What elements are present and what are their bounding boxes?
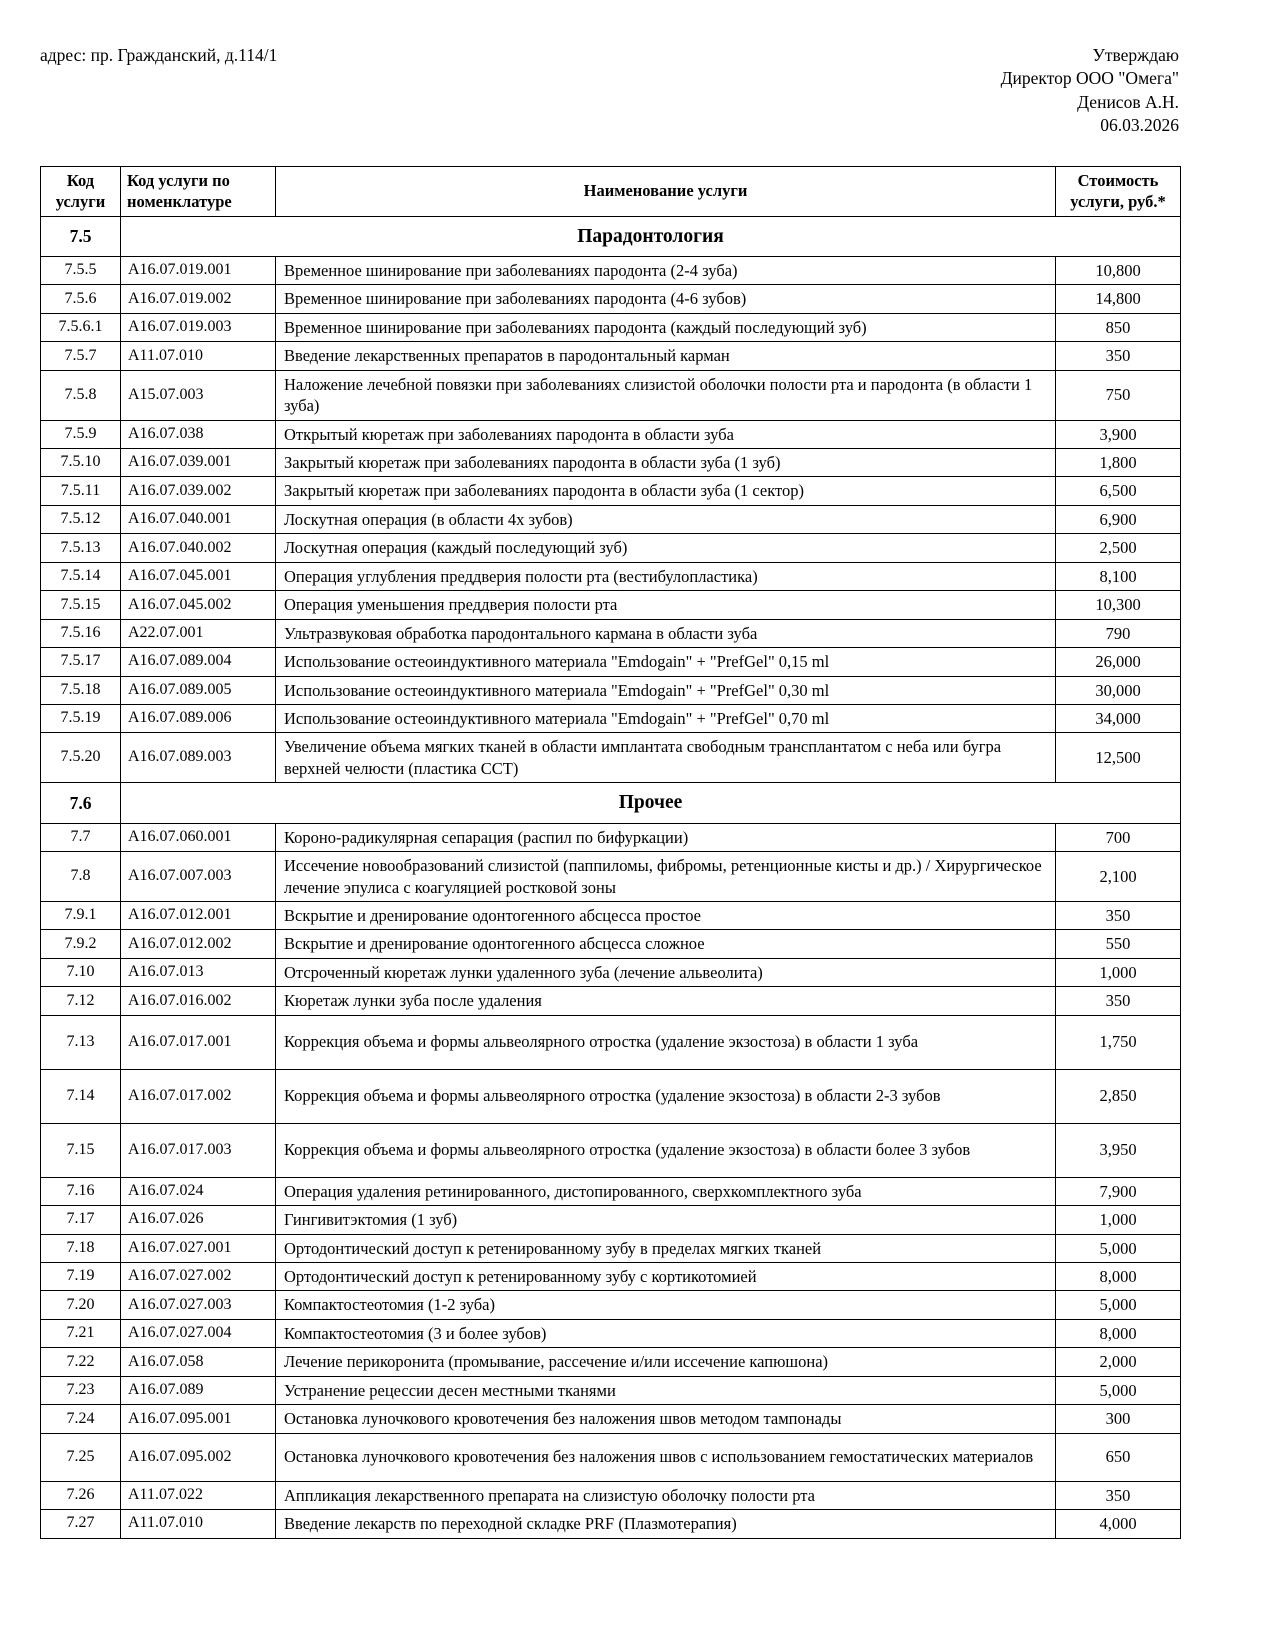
nomenclature-code: A16.07.095.002 bbox=[121, 1433, 276, 1481]
service-name: Ультразвуковая обработка пародонтального кармана в области зуба bbox=[276, 619, 1056, 647]
service-code: 7.5.16 bbox=[41, 619, 121, 647]
service-code: 7.5.13 bbox=[41, 534, 121, 562]
approval-date: 06.03.2026 bbox=[1100, 115, 1179, 136]
table-row bbox=[41, 823, 1181, 851]
nomenclature-code: A16.07.095.001 bbox=[121, 1405, 276, 1433]
service-code: 7.14 bbox=[41, 1069, 121, 1123]
service-name: Ортодонтический доступ к ретенированному зубу с кортикотомией bbox=[276, 1263, 1056, 1291]
nomenclature-code: A16.07.017.003 bbox=[121, 1123, 276, 1177]
service-name: Компактостеотомия (1-2 зуба) bbox=[276, 1291, 1056, 1319]
table-header-row bbox=[41, 166, 1181, 216]
service-name: Лечение перикоронита (промывание, рассечение и/или иссечение капюшона) bbox=[276, 1348, 1056, 1376]
service-code: 7.16 bbox=[41, 1177, 121, 1205]
service-price: 3,900 bbox=[1056, 420, 1181, 448]
service-price: 750 bbox=[1056, 370, 1181, 420]
service-price: 30,000 bbox=[1056, 676, 1181, 704]
table-row bbox=[41, 648, 1181, 676]
service-name: Наложение лечебной повязки при заболеваниях слизистой оболочки полости рта и пародонта (в области 1 зуба) bbox=[276, 370, 1056, 420]
service-price: 350 bbox=[1056, 901, 1181, 929]
service-price: 26,000 bbox=[1056, 648, 1181, 676]
service-code: 7.5.6 bbox=[41, 285, 121, 313]
column-header-nomenclature bbox=[121, 166, 276, 216]
service-price: 2,850 bbox=[1056, 1069, 1181, 1123]
service-name: Короно-радикулярная сепарация (распил по бифуркации) bbox=[276, 823, 1056, 851]
service-code: 7.20 bbox=[41, 1291, 121, 1319]
service-name: Операция удаления ретинированного, дистопированного, сверхкомплектного зуба bbox=[276, 1177, 1056, 1205]
column-header-nomenclature-line2: номенклатуре bbox=[127, 192, 232, 212]
nomenclature-code: A16.07.089.006 bbox=[121, 704, 276, 732]
service-price: 1,000 bbox=[1056, 1206, 1181, 1234]
service-price: 6,900 bbox=[1056, 505, 1181, 533]
column-header-code bbox=[41, 166, 121, 216]
table-row bbox=[41, 313, 1181, 341]
service-code: 7.19 bbox=[41, 1263, 121, 1291]
table-row bbox=[41, 901, 1181, 929]
nomenclature-code: A16.07.089.003 bbox=[121, 733, 276, 783]
nomenclature-code: A16.07.040.002 bbox=[121, 534, 276, 562]
service-code: 7.5.15 bbox=[41, 591, 121, 619]
service-price: 7,900 bbox=[1056, 1177, 1181, 1205]
service-price: 300 bbox=[1056, 1405, 1181, 1433]
service-code: 7.5.5 bbox=[41, 256, 121, 284]
table-row bbox=[41, 342, 1181, 370]
service-price: 34,000 bbox=[1056, 704, 1181, 732]
service-price: 6,500 bbox=[1056, 477, 1181, 505]
service-code: 7.5.9 bbox=[41, 420, 121, 448]
service-name: Увеличение объема мягких тканей в области имплантата свободным трансплантатом с неба или бугра верхней челюсти (пластика ССТ) bbox=[276, 733, 1056, 783]
clinic-address: адрес: пр. Гражданский, д.114/1 bbox=[40, 45, 278, 65]
table-row bbox=[41, 1177, 1181, 1205]
nomenclature-code: A16.07.058 bbox=[121, 1348, 276, 1376]
approval-director-name: Денисов А.Н. bbox=[1077, 91, 1179, 112]
section-code: 7.5 bbox=[41, 216, 121, 256]
service-name: Операция углубления преддверия полости рта (вестибулопластика) bbox=[276, 562, 1056, 590]
nomenclature-code: A16.07.039.001 bbox=[121, 449, 276, 477]
service-price: 5,000 bbox=[1056, 1291, 1181, 1319]
nomenclature-code: A16.07.027.002 bbox=[121, 1263, 276, 1291]
service-name: Введение лекарственных препаратов в пародонтальный карман bbox=[276, 342, 1056, 370]
service-name: Временное шинирование при заболеваниях пародонта (2-4 зуба) bbox=[276, 256, 1056, 284]
service-code: 7.17 bbox=[41, 1206, 121, 1234]
service-price: 1,000 bbox=[1056, 958, 1181, 986]
table-row bbox=[41, 733, 1181, 783]
nomenclature-code: A16.07.027.001 bbox=[121, 1234, 276, 1262]
table-row bbox=[41, 285, 1181, 313]
nomenclature-code: A16.07.012.002 bbox=[121, 930, 276, 958]
service-name: Введение лекарств по переходной складке PRF (Плазмотерапия) bbox=[276, 1510, 1056, 1538]
table-row bbox=[41, 1405, 1181, 1433]
table-row bbox=[41, 1319, 1181, 1347]
nomenclature-code: A16.07.089 bbox=[121, 1376, 276, 1404]
section-code: 7.6 bbox=[41, 783, 121, 823]
service-code: 7.15 bbox=[41, 1123, 121, 1177]
table-row bbox=[41, 1433, 1181, 1481]
nomenclature-code: A16.07.027.003 bbox=[121, 1291, 276, 1319]
table-row bbox=[41, 1510, 1181, 1538]
section-header-row bbox=[41, 216, 1181, 256]
nomenclature-code: A16.07.060.001 bbox=[121, 823, 276, 851]
service-price: 2,100 bbox=[1056, 852, 1181, 902]
service-code: 7.5.17 bbox=[41, 648, 121, 676]
service-code: 7.25 bbox=[41, 1433, 121, 1481]
service-code: 7.22 bbox=[41, 1348, 121, 1376]
service-price: 5,000 bbox=[1056, 1234, 1181, 1262]
service-price: 14,800 bbox=[1056, 285, 1181, 313]
service-price: 350 bbox=[1056, 342, 1181, 370]
nomenclature-code: A16.07.039.002 bbox=[121, 477, 276, 505]
service-price: 1,750 bbox=[1056, 1015, 1181, 1069]
table-row bbox=[41, 930, 1181, 958]
service-name: Иссечение новообразований слизистой (паппиломы, фибромы, ретенционные кисты и др.) / Хирургическое лечение эпулиса с коагуляцией ростковой зоны bbox=[276, 852, 1056, 902]
service-price: 550 bbox=[1056, 930, 1181, 958]
nomenclature-code: A16.07.040.001 bbox=[121, 505, 276, 533]
table-row bbox=[41, 591, 1181, 619]
service-name: Операция уменьшения преддверия полости рта bbox=[276, 591, 1056, 619]
nomenclature-code: A16.07.016.002 bbox=[121, 987, 276, 1015]
service-price: 10,800 bbox=[1056, 256, 1181, 284]
service-code: 7.18 bbox=[41, 1234, 121, 1262]
nomenclature-code: A16.07.013 bbox=[121, 958, 276, 986]
service-code: 7.9.1 bbox=[41, 901, 121, 929]
service-name: Вскрытие и дренирование одонтогенного абсцесса сложное bbox=[276, 930, 1056, 958]
service-name: Временное шинирование при заболеваниях пародонта (каждый последующий зуб) bbox=[276, 313, 1056, 341]
service-price: 8,000 bbox=[1056, 1319, 1181, 1347]
service-price: 3,950 bbox=[1056, 1123, 1181, 1177]
nomenclature-code: A16.07.045.002 bbox=[121, 591, 276, 619]
service-name: Открытый кюретаж при заболеваниях пародонта в области зуба bbox=[276, 420, 1056, 448]
service-code: 7.24 bbox=[41, 1405, 121, 1433]
nomenclature-code: A16.07.017.001 bbox=[121, 1015, 276, 1069]
service-price: 850 bbox=[1056, 313, 1181, 341]
nomenclature-code: A16.07.017.002 bbox=[121, 1069, 276, 1123]
service-name: Временное шинирование при заболеваниях пародонта (4-6 зубов) bbox=[276, 285, 1056, 313]
service-name: Использование остеоиндуктивного материала "Emdogain" + "PrefGel" 0,15 ml bbox=[276, 648, 1056, 676]
service-price: 2,500 bbox=[1056, 534, 1181, 562]
service-price: 700 bbox=[1056, 823, 1181, 851]
nomenclature-code: A16.07.089.005 bbox=[121, 676, 276, 704]
service-name: Остановка луночкового кровотечения без наложения швов с использованием гемостатических материалов bbox=[276, 1433, 1056, 1481]
service-code: 7.5.11 bbox=[41, 477, 121, 505]
nomenclature-code: A16.07.019.002 bbox=[121, 285, 276, 313]
price-table bbox=[40, 166, 1181, 1539]
service-code: 7.5.14 bbox=[41, 562, 121, 590]
table-row bbox=[41, 534, 1181, 562]
table-row bbox=[41, 852, 1181, 902]
service-code: 7.13 bbox=[41, 1015, 121, 1069]
column-header-nomenclature-line1: Код услуги по bbox=[127, 170, 230, 190]
table-row bbox=[41, 1123, 1181, 1177]
service-price: 350 bbox=[1056, 1481, 1181, 1509]
service-name: Устранение рецессии десен местными тканями bbox=[276, 1376, 1056, 1404]
table-row bbox=[41, 477, 1181, 505]
service-code: 7.5.12 bbox=[41, 505, 121, 533]
service-name: Лоскутная операция (каждый последующий зуб) bbox=[276, 534, 1056, 562]
table-row bbox=[41, 449, 1181, 477]
table-row bbox=[41, 958, 1181, 986]
service-code: 7.5.10 bbox=[41, 449, 121, 477]
document-header bbox=[0, 0, 1275, 138]
table-row bbox=[41, 370, 1181, 420]
nomenclature-code: A16.07.019.001 bbox=[121, 256, 276, 284]
table-row bbox=[41, 1481, 1181, 1509]
service-name: Лоскутная операция (в области 4х зубов) bbox=[276, 505, 1056, 533]
service-name: Вскрытие и дренирование одонтогенного абсцесса простое bbox=[276, 901, 1056, 929]
table-row bbox=[41, 1069, 1181, 1123]
table-row bbox=[41, 1291, 1181, 1319]
column-header-code-line2: услуги bbox=[55, 192, 106, 212]
table-row bbox=[41, 987, 1181, 1015]
service-name: Кюретаж лунки зуба после удаления bbox=[276, 987, 1056, 1015]
nomenclature-code: A11.07.010 bbox=[121, 1510, 276, 1538]
service-name: Закрытый кюретаж при заболеваниях пародонта в области зуба (1 зуб) bbox=[276, 449, 1056, 477]
table-body bbox=[41, 216, 1181, 1538]
nomenclature-code: A16.07.024 bbox=[121, 1177, 276, 1205]
nomenclature-code: A16.07.089.004 bbox=[121, 648, 276, 676]
table-row bbox=[41, 420, 1181, 448]
service-name: Коррекция объема и формы альвеолярного отростка (удаление экзостоза) в области более 3 зубов bbox=[276, 1123, 1056, 1177]
table-row bbox=[41, 505, 1181, 533]
approval-block bbox=[1001, 44, 1179, 138]
section-title: Прочее bbox=[121, 783, 1181, 823]
service-name: Отсроченный кюретаж лунки удаленного зуба (лечение альвеолита) bbox=[276, 958, 1056, 986]
service-code: 7.5.18 bbox=[41, 676, 121, 704]
nomenclature-code: A16.07.027.004 bbox=[121, 1319, 276, 1347]
service-name: Коррекция объема и формы альвеолярного отростка (удаление экзостоза) в области 1 зуба bbox=[276, 1015, 1056, 1069]
service-code: 7.23 bbox=[41, 1376, 121, 1404]
service-name: Ортодонтический доступ к ретенированному зубу в пределах мягких тканей bbox=[276, 1234, 1056, 1262]
service-price: 4,000 bbox=[1056, 1510, 1181, 1538]
table-row bbox=[41, 1348, 1181, 1376]
service-price: 350 bbox=[1056, 987, 1181, 1015]
service-price: 790 bbox=[1056, 619, 1181, 647]
service-code: 7.5.20 bbox=[41, 733, 121, 783]
service-name: Использование остеоиндуктивного материала "Emdogain" + "PrefGel" 0,30 ml bbox=[276, 676, 1056, 704]
nomenclature-code: A16.07.019.003 bbox=[121, 313, 276, 341]
table-row bbox=[41, 676, 1181, 704]
service-price: 12,500 bbox=[1056, 733, 1181, 783]
service-code: 7.8 bbox=[41, 852, 121, 902]
service-code: 7.5.7 bbox=[41, 342, 121, 370]
service-price: 1,800 bbox=[1056, 449, 1181, 477]
service-code: 7.21 bbox=[41, 1319, 121, 1347]
price-table-container bbox=[40, 166, 1235, 1539]
table-header bbox=[41, 166, 1181, 216]
service-price: 2,000 bbox=[1056, 1348, 1181, 1376]
service-price: 10,300 bbox=[1056, 591, 1181, 619]
column-header-price bbox=[1056, 166, 1181, 216]
nomenclature-code: A16.07.007.003 bbox=[121, 852, 276, 902]
service-code: 7.12 bbox=[41, 987, 121, 1015]
service-code: 7.26 bbox=[41, 1481, 121, 1509]
table-row bbox=[41, 1015, 1181, 1069]
nomenclature-code: A11.07.022 bbox=[121, 1481, 276, 1509]
table-row bbox=[41, 1206, 1181, 1234]
service-name: Остановка луночкового кровотечения без наложения швов методом тампонады bbox=[276, 1405, 1056, 1433]
table-row bbox=[41, 1234, 1181, 1262]
service-name: Использование остеоиндуктивного материала "Emdogain" + "PrefGel" 0,70 ml bbox=[276, 704, 1056, 732]
service-name: Гингивитэктомия (1 зуб) bbox=[276, 1206, 1056, 1234]
service-price: 5,000 bbox=[1056, 1376, 1181, 1404]
table-row bbox=[41, 619, 1181, 647]
table-row bbox=[41, 1263, 1181, 1291]
service-code: 7.5.6.1 bbox=[41, 313, 121, 341]
table-row bbox=[41, 562, 1181, 590]
nomenclature-code: A16.07.045.001 bbox=[121, 562, 276, 590]
column-header-service-name: Наименование услуги bbox=[276, 166, 1056, 216]
table-row bbox=[41, 256, 1181, 284]
nomenclature-code: A11.07.010 bbox=[121, 342, 276, 370]
service-price: 8,000 bbox=[1056, 1263, 1181, 1291]
service-name: Компактостеотомия (3 и более зубов) bbox=[276, 1319, 1056, 1347]
nomenclature-code: A16.07.026 bbox=[121, 1206, 276, 1234]
column-header-price-line1: Стоимость bbox=[1077, 170, 1159, 190]
service-code: 7.9.2 bbox=[41, 930, 121, 958]
service-code: 7.5.19 bbox=[41, 704, 121, 732]
nomenclature-code: A16.07.038 bbox=[121, 420, 276, 448]
nomenclature-code: A22.07.001 bbox=[121, 619, 276, 647]
table-row bbox=[41, 704, 1181, 732]
table-row bbox=[41, 1376, 1181, 1404]
section-header-row bbox=[41, 783, 1181, 823]
service-code: 7.27 bbox=[41, 1510, 121, 1538]
service-price: 8,100 bbox=[1056, 562, 1181, 590]
service-price: 650 bbox=[1056, 1433, 1181, 1481]
service-code: 7.7 bbox=[41, 823, 121, 851]
nomenclature-code: A16.07.012.001 bbox=[121, 901, 276, 929]
service-name: Аппликация лекарственного препарата на слизистую оболочку полости рта bbox=[276, 1481, 1056, 1509]
service-code: 7.10 bbox=[41, 958, 121, 986]
nomenclature-code: A15.07.003 bbox=[121, 370, 276, 420]
section-title: Парадонтология bbox=[121, 216, 1181, 256]
service-name: Закрытый кюретаж при заболеваниях пародонта в области зуба (1 сектор) bbox=[276, 477, 1056, 505]
column-header-code-line1: Код bbox=[66, 170, 95, 190]
approval-label: Утверждаю bbox=[1092, 45, 1179, 65]
service-name: Коррекция объема и формы альвеолярного отростка (удаление экзостоза) в области 2-3 зубов bbox=[276, 1069, 1056, 1123]
approval-director-org: Директор ООО "Омега" bbox=[1000, 68, 1179, 89]
column-header-price-line2: услуги, руб.* bbox=[1070, 192, 1166, 212]
service-code: 7.5.8 bbox=[41, 370, 121, 420]
